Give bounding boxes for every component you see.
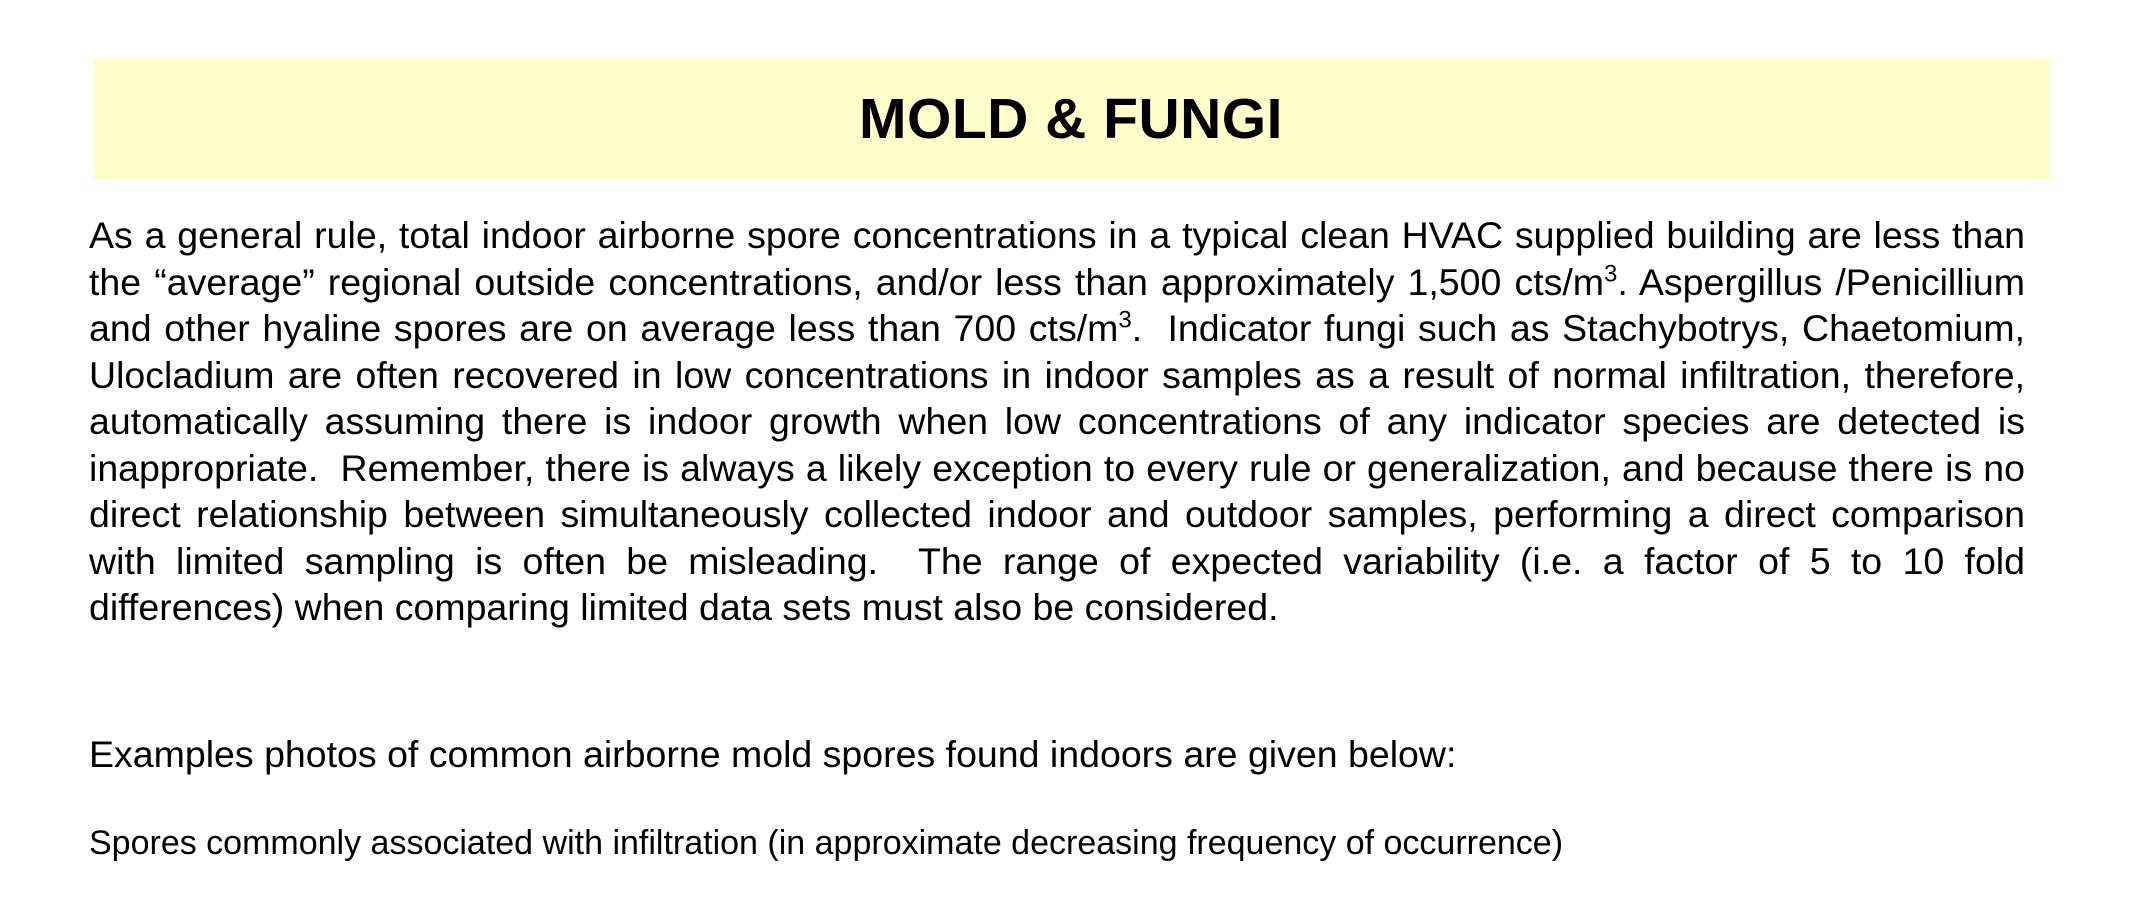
intro-paragraph-part-3: . Indicator fungi such as Stachybotrys, Chaetomium, Ulocladium are often recovered in low concentrations in indoor samples as a result of normal infiltration, therefore, automatically assuming there is indoor growth when low concentrations of any indicator species are detected is inappropriate. Remember, there is always a likely exception to every rule or generalization, and because there is no direct relationship between simultaneously collected indoor and outdoor samples, performing a direct comparison with limited sampling is often be misleading. The range of expected variability (i.e. a factor of 5 to 10 fold differences) when comparing limited data sets must also be considered.	[89, 307, 2025, 628]
superscript-cubed-2: 3	[1118, 306, 1132, 334]
infiltration-spores-caption: Spores commonly associated with infiltration (in approximate decreasing frequency of occurrence)	[89, 824, 1564, 862]
intro-paragraph-part-2: . Aspergillus /Penicillium and other hyaline spores are on average less than 700 cts/m	[89, 260, 2025, 349]
examples-intro-text: Examples photos of common airborne mold spores found indoors are given below:	[89, 733, 1457, 775]
intro-paragraph	[89, 212, 2025, 631]
superscript-cubed-1: 3	[1604, 260, 1618, 287]
intro-paragraph-part-1: As a general rule, total indoor airborne spore concentrations in a typical clean HVAC supplied building are less than the “average” regional outside concentrations, and/or less than approximately 1,500 cts/m	[89, 214, 2025, 303]
page-title: MOLD & FUNGI	[859, 86, 1283, 151]
title-banner	[93, 58, 2049, 179]
